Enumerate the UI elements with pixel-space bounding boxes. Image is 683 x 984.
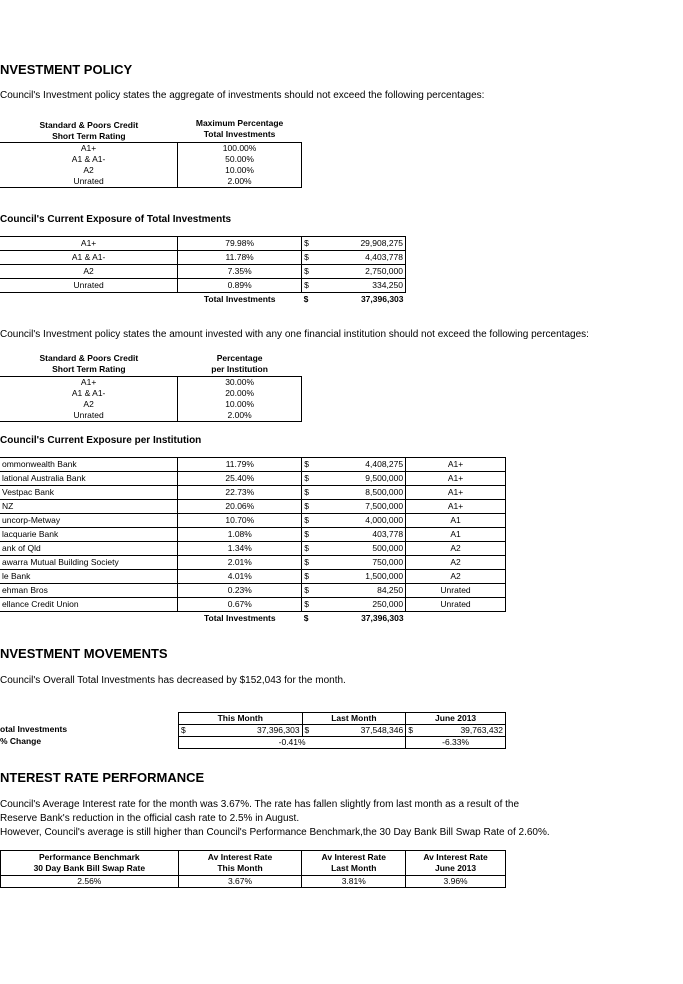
rating-header-line1: Standard & Poors Credit — [39, 120, 139, 130]
dollar-sign: $ — [302, 500, 314, 514]
percentage-header-line1: Percentage — [216, 353, 263, 363]
investment-policy-text: Council's Investment policy states the aggregate of investments should not exceed the following percentages: — [0, 90, 485, 101]
institution-percentage: 4.01% — [178, 570, 302, 584]
institution-amount: 750,000 — [314, 556, 406, 570]
institution-amount: 1,500,000 — [314, 570, 406, 584]
institution-rating: A2 — [406, 542, 506, 556]
investment-policy-heading: NVESTMENT POLICY — [0, 62, 133, 77]
institution-percentage: 0.67% — [178, 598, 302, 612]
this-month-rate-header: Av Interest Rate This Month — [178, 851, 302, 876]
table-header — [179, 713, 506, 725]
aggregate-policy-table — [0, 118, 302, 188]
table-row — [0, 472, 506, 486]
interest-rate-text-line1: Council's Average Interest rate for the month was 3.67%. The rate has fallen slightly from last month as a result of the — [0, 799, 520, 810]
movements-table — [178, 712, 506, 749]
table-row — [0, 556, 506, 570]
institution-amount: 403,778 — [314, 528, 406, 542]
total-label: Total Investments — [203, 294, 276, 305]
institution-rating: A1+ — [406, 486, 506, 500]
total-label: Total Investments — [203, 613, 276, 624]
institution-name: uncorp-Metway — [0, 514, 178, 528]
rating-header-line2: Short Term Rating — [52, 131, 126, 141]
institution-name: ellance Credit Union — [0, 598, 178, 612]
june-header: June 2013 — [406, 713, 506, 725]
institution-rating: A1+ — [406, 472, 506, 486]
interest-rate-heading: NTEREST RATE PERFORMANCE — [0, 770, 205, 785]
table-row: -0.41% -6.33% — [179, 737, 506, 749]
table-header — [1, 851, 506, 876]
dollar-sign: $ — [302, 514, 314, 528]
percentage-header-line2: per Institution — [211, 364, 268, 374]
table-row: A1+ 30.00% — [0, 377, 302, 389]
institution-rating: A1+ — [406, 458, 506, 472]
dollar-sign: $ — [302, 542, 314, 556]
institution-percentage: 11.79% — [178, 458, 302, 472]
table-row: A1 & A1- 20.00% — [0, 388, 302, 399]
institution-amount: 8,500,000 — [314, 486, 406, 500]
institution-percentage: 1.08% — [178, 528, 302, 542]
institution-percentage: 0.23% — [178, 584, 302, 598]
total-row: Total Investments $ 37,396,303 — [0, 612, 506, 626]
institution-percentage: 10.70% — [178, 514, 302, 528]
table-row — [0, 500, 506, 514]
dollar-sign: $ — [302, 472, 314, 486]
max-percentage-header-line1: Maximum Percentage — [195, 118, 284, 128]
total-value: 37,396,303 — [361, 613, 404, 624]
institution-name: lational Australia Bank — [0, 472, 178, 486]
total-row: Total Investments $ 37,396,303 — [0, 293, 406, 307]
percent-change-label: % Change — [0, 736, 42, 746]
institution-amount: 9,500,000 — [314, 472, 406, 486]
june-rate-value: 3.96% — [406, 876, 506, 888]
max-percentage-header-line2: Total Investments — [203, 129, 276, 139]
institution-name: le Bank — [0, 570, 178, 584]
dollar-sign: $ — [302, 528, 314, 542]
table-row: A2 7.35% $ 2,750,000 — [0, 265, 406, 279]
table-row: A1 & A1- 11.78% $ 4,403,778 — [0, 251, 406, 265]
interest-rate-text-line3: However, Council's average is still higher than Council's Performance Benchmark,the 30 Day Bank Bill Swap Rate of 2.60%. — [0, 827, 550, 838]
this-month-rate-value: 3.67% — [178, 876, 302, 888]
table-header — [0, 118, 302, 143]
institution-rating: A1 — [406, 514, 506, 528]
table-row — [0, 458, 506, 472]
institution-percentage: 25.40% — [178, 472, 302, 486]
total-exposure-table — [0, 236, 406, 307]
table-row: $ 37,396,303 $ 37,548,346 $ 39,763,432 — [179, 725, 506, 737]
rating-header-line1: Standard & Poors Credit — [39, 353, 139, 363]
table-row — [0, 598, 506, 612]
institution-name: ehman Bros — [0, 584, 178, 598]
institution-rating: A1 — [406, 528, 506, 542]
last-month-header: Last Month — [302, 713, 406, 725]
table-row — [0, 486, 506, 500]
rating-header-line2: Short Term Rating — [52, 364, 126, 374]
table-row: Unrated 0.89% $ 334,250 — [0, 279, 406, 293]
june-rate-header: Av Interest Rate June 2013 — [406, 851, 506, 876]
institution-percentage: 2.01% — [178, 556, 302, 570]
institution-name: NZ — [0, 500, 178, 514]
last-month-rate-value: 3.81% — [302, 876, 406, 888]
institution-amount: 500,000 — [314, 542, 406, 556]
institution-rating: A2 — [406, 556, 506, 570]
total-exposure-heading: Council's Current Exposure of Total Investments — [0, 214, 232, 225]
investment-movements-text: Council's Overall Total Investments has decreased by $152,043 for the month. — [0, 675, 346, 686]
dollar-sign: $ — [302, 598, 314, 612]
institution-amount: 7,500,000 — [314, 500, 406, 514]
institution-rating: A2 — [406, 570, 506, 584]
table-row: A2 10.00% — [0, 399, 302, 410]
table-row: Unrated 2.00% — [0, 410, 302, 422]
institution-name: ank of Qld — [0, 542, 178, 556]
table-row — [0, 584, 506, 598]
institution-name: lacquarie Bank — [0, 528, 178, 542]
table-header — [0, 352, 302, 377]
institution-name: ommonwealth Bank — [0, 458, 178, 472]
institution-name: Vestpac Bank — [0, 486, 178, 500]
table-row — [0, 542, 506, 556]
institution-rating: Unrated — [406, 584, 506, 598]
total-investments-label: otal Investments — [0, 724, 68, 734]
table-row: Unrated 2.00% — [0, 176, 302, 188]
institution-amount: 4,408,275 — [314, 458, 406, 472]
table-row: A2 10.00% — [0, 165, 302, 176]
institution-percentage: 22.73% — [178, 486, 302, 500]
institution-rating: Unrated — [406, 598, 506, 612]
table-row — [0, 570, 506, 584]
interest-rate-table — [0, 850, 506, 888]
institution-amount: 84,250 — [314, 584, 406, 598]
table-row: A1+ 79.98% $ 29,908,275 — [0, 237, 406, 251]
total-value: 37,396,303 — [360, 294, 404, 305]
institution-exposure-table — [0, 457, 506, 626]
investment-movements-heading: NVESTMENT MOVEMENTS — [0, 646, 168, 661]
institution-exposure-heading: Council's Current Exposure per Institution — [0, 435, 202, 446]
institution-policy-text: Council's Investment policy states the amount invested with any one financial institution should not exceed the following percentages: — [0, 329, 589, 340]
table-row: A1+ 100.00% — [0, 143, 302, 155]
table-row — [1, 876, 506, 888]
institution-amount: 4,000,000 — [314, 514, 406, 528]
dollar-sign: $ — [302, 584, 314, 598]
institution-rating: A1+ — [406, 500, 506, 514]
institution-percentage: 20.06% — [178, 500, 302, 514]
table-row: A1 & A1- 50.00% — [0, 154, 302, 165]
institution-name: awarra Mutual Building Society — [0, 556, 178, 570]
institution-policy-table — [0, 352, 302, 422]
table-row — [0, 528, 506, 542]
interest-rate-text-line2: Reserve Bank's reduction in the official cash rate to 2.5% in August. — [0, 813, 300, 824]
dollar-sign: $ — [302, 556, 314, 570]
benchmark-value: 2.56% — [1, 876, 179, 888]
dollar-sign: $ — [302, 458, 314, 472]
dollar-sign: $ — [302, 486, 314, 500]
institution-amount: 250,000 — [314, 598, 406, 612]
benchmark-header: Performance Benchmark 30 Day Bank Bill Swap Rate — [1, 851, 179, 876]
last-month-rate-header: Av Interest Rate Last Month — [302, 851, 406, 876]
this-month-header: This Month — [179, 713, 303, 725]
table-row — [0, 514, 506, 528]
institution-percentage: 1.34% — [178, 542, 302, 556]
dollar-sign: $ — [302, 570, 314, 584]
